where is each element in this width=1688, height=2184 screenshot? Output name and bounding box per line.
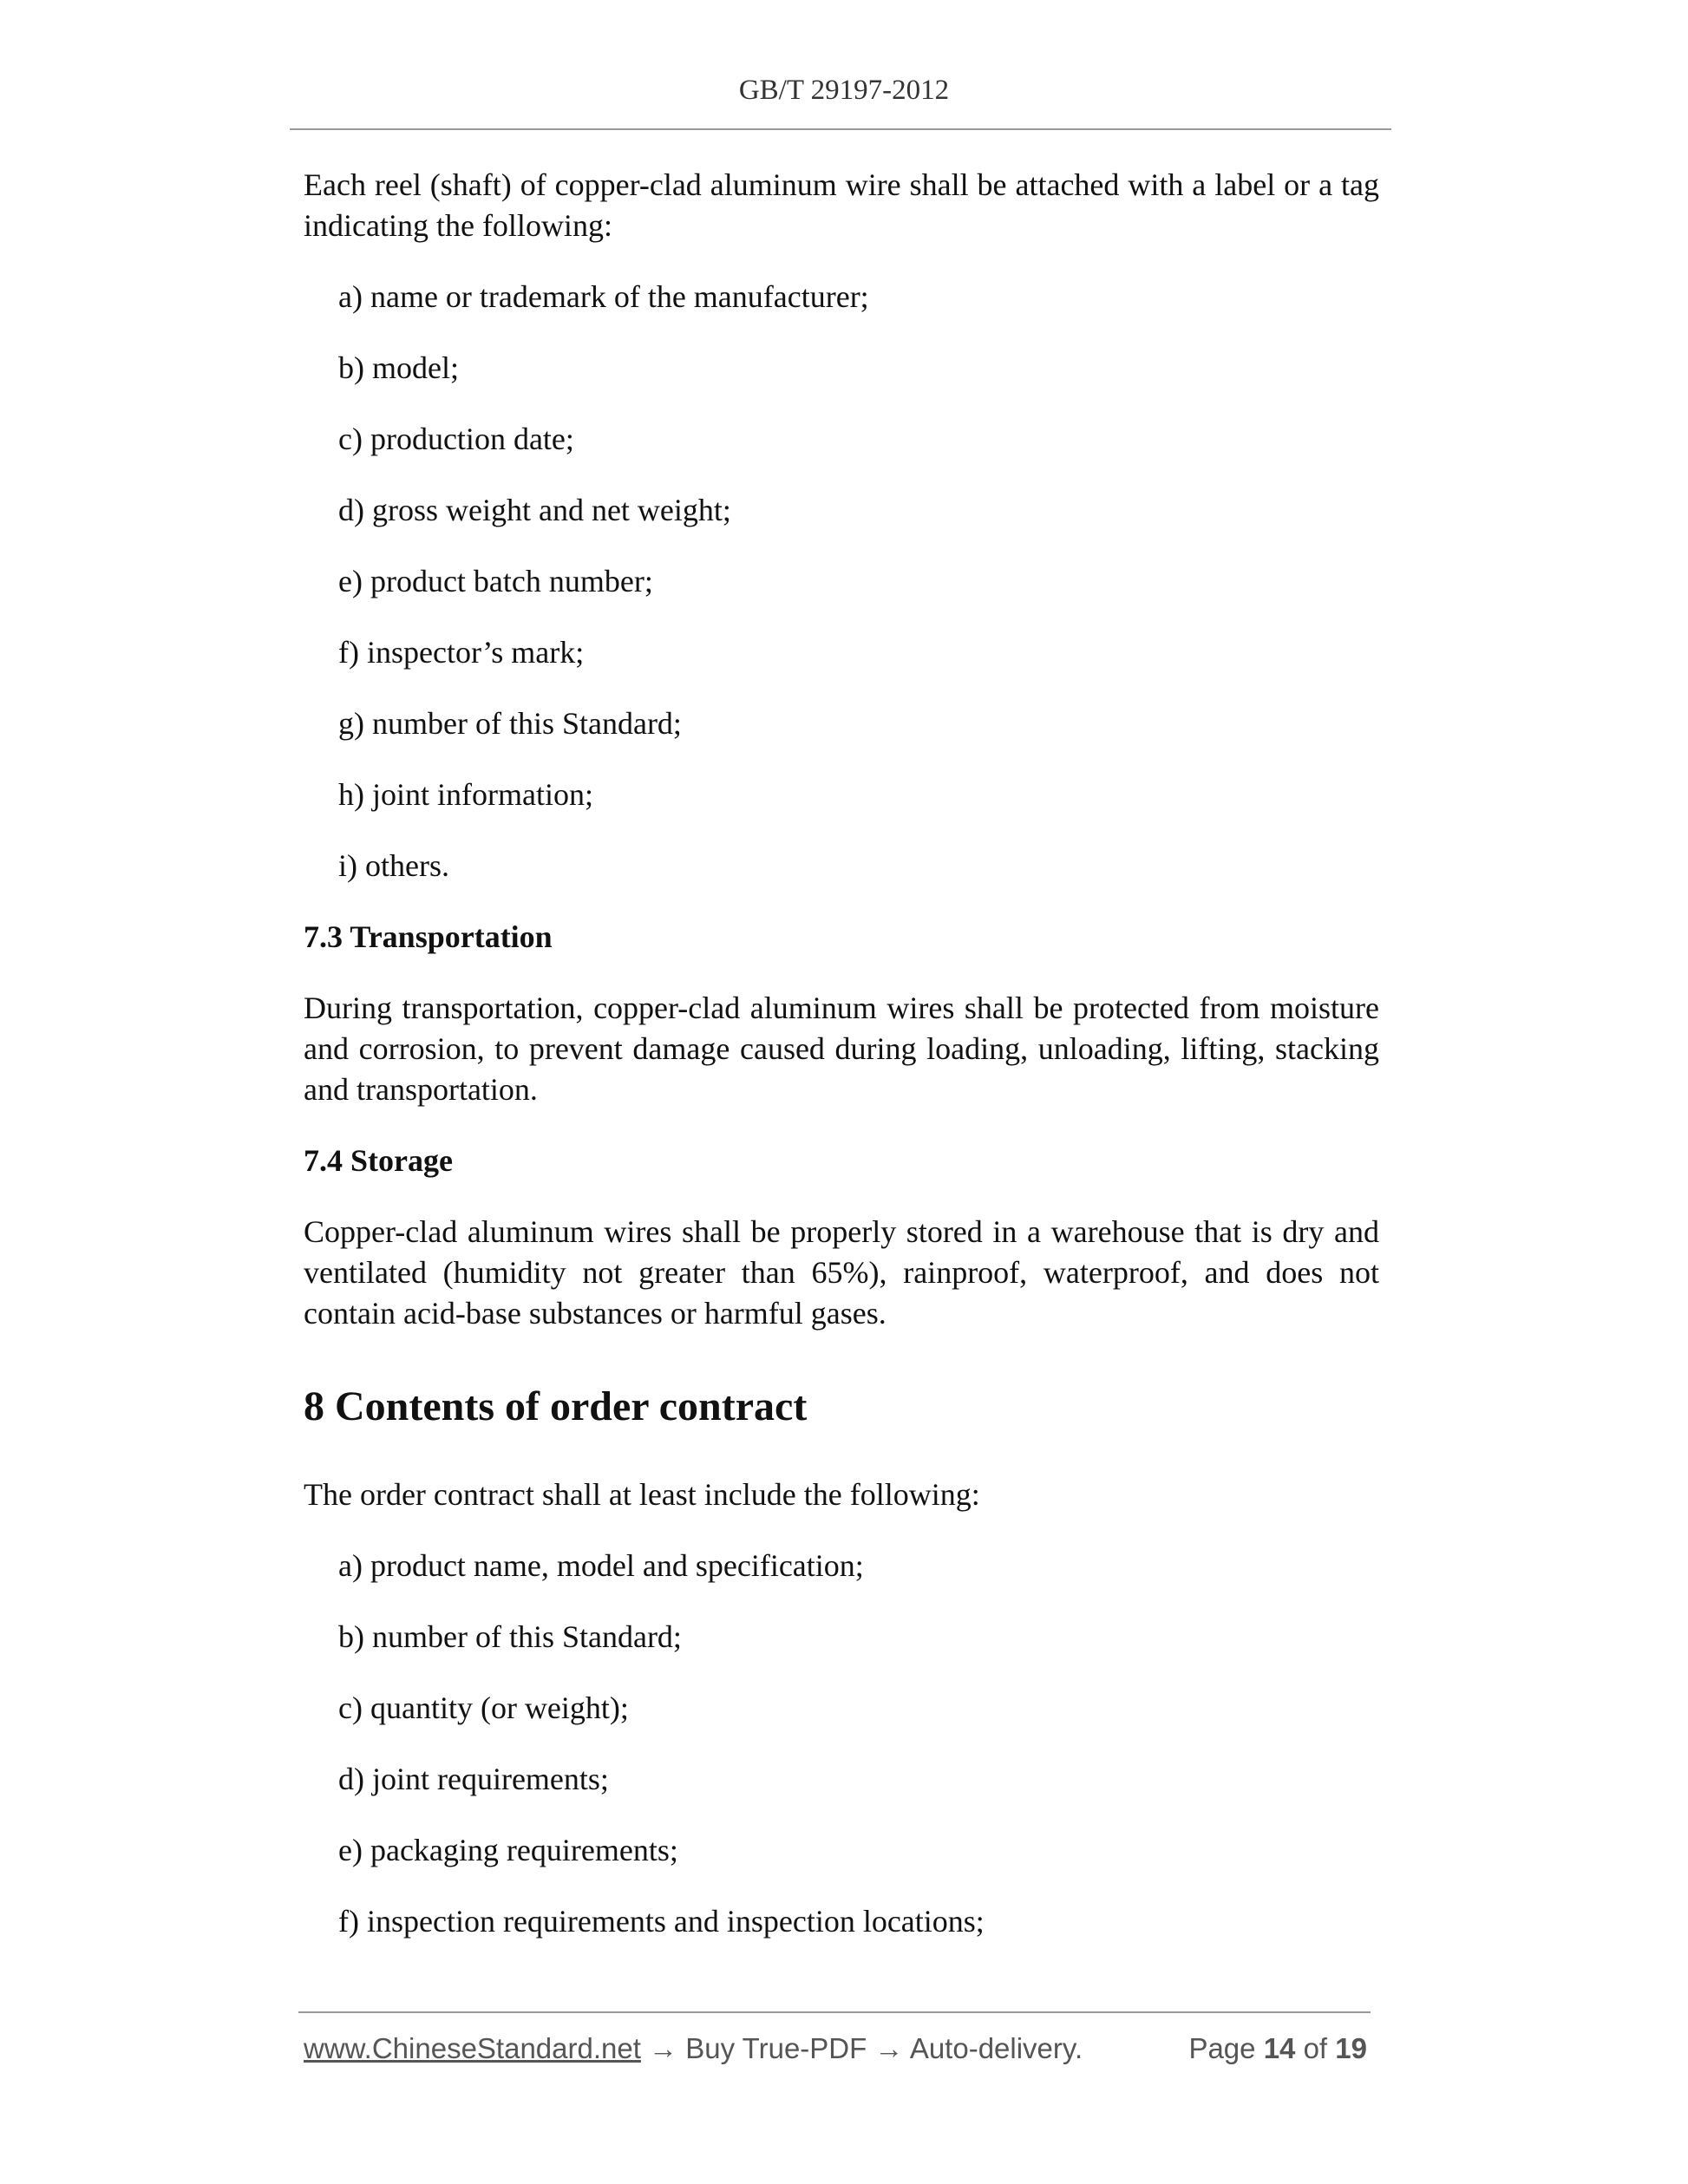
list-item: g) number of this Standard; [338, 706, 682, 741]
list-item: d) joint requirements; [338, 1762, 609, 1796]
order-contract-heading: 8 Contents of order contract [304, 1383, 808, 1429]
list-item: f) inspection requirements and inspection locations; [338, 1904, 985, 1939]
footer-divider [298, 2011, 1371, 2013]
list-item: a) product name, model and specification; [338, 1548, 864, 1583]
document-body [304, 165, 1379, 1972]
transportation-paragraph: During transportation, copper-clad aluminum wires shall be protected from moisture and corrosion, to prevent damage caused during loading, unloading, lifting, stacking and transportation. [304, 991, 1379, 1107]
page-number [1188, 2030, 1367, 2068]
list-item: i) others. [338, 848, 449, 883]
label-intro-paragraph: Each reel (shaft) of copper-clad aluminum wire shall be attached with a label or a tag indicating the following: [304, 167, 1379, 243]
list-item: b) model; [338, 350, 459, 385]
list-item: d) gross weight and net weight; [338, 493, 731, 527]
list-item: b) number of this Standard; [338, 1619, 682, 1654]
page-footer [304, 2030, 1371, 2068]
list-item: e) product batch number; [338, 564, 653, 598]
order-contract-list [304, 1546, 1379, 1942]
list-item: e) packaging requirements; [338, 1833, 678, 1867]
label-contents-list [304, 277, 1379, 886]
order-contract-intro: The order contract shall at least include the following: [304, 1477, 980, 1512]
footer-promo-text: → Buy True-PDF → Auto-delivery. [640, 2032, 1083, 2064]
footer-promo [304, 2030, 1083, 2068]
page-total: 19 [1335, 2032, 1367, 2064]
list-item: f) inspector’s mark; [338, 635, 585, 670]
page-current: 14 [1263, 2032, 1296, 2064]
list-item: c) production date; [338, 422, 574, 456]
page-of-label: of [1303, 2032, 1328, 2064]
transportation-heading: 7.3 Transportation [304, 919, 553, 954]
storage-paragraph: Copper-clad aluminum wires shall be properly stored in a warehouse that is dry and ventilated (humidity not greater than 65%), rainproof, waterproof, and does not contain acid-base substances or harmful gases. [304, 1214, 1379, 1331]
page-header-title: GB/T 29197-2012 [738, 75, 950, 106]
page-label: Page [1188, 2032, 1256, 2064]
storage-heading: 7.4 Storage [304, 1143, 453, 1178]
header-divider [290, 128, 1391, 130]
list-item: a) name or trademark of the manufacturer; [338, 279, 869, 314]
list-item: h) joint information; [338, 777, 593, 812]
list-item: c) quantity (or weight); [338, 1690, 629, 1725]
chinesestandard-link[interactable]: www.ChineseStandard.net [304, 2032, 641, 2064]
